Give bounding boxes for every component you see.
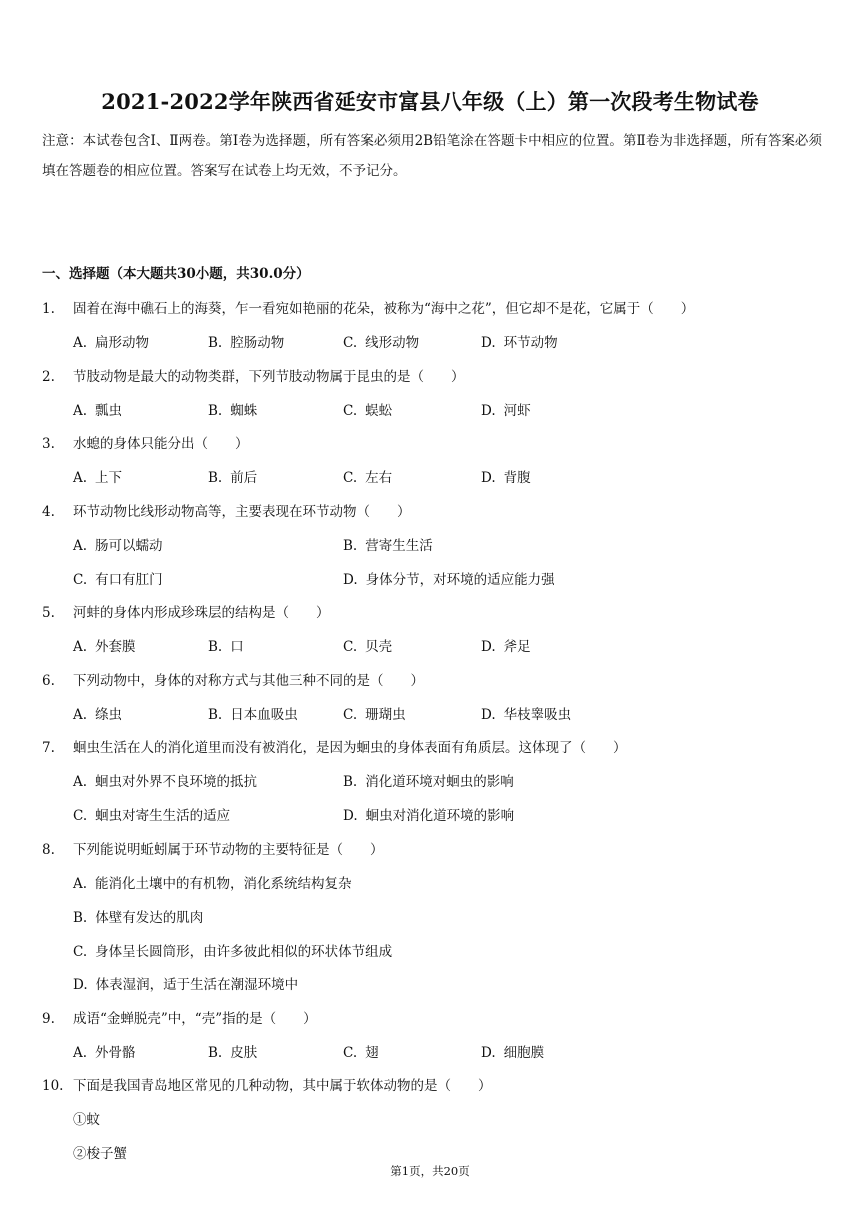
option: A. 绦虫 [73,707,123,723]
option: C. 珊瑚虫 [343,707,406,723]
option: A. 肠可以蠕动 [73,538,163,554]
question-number: 8. [42,842,55,858]
option: D. 蛔虫对消化道环境的影响 [343,808,515,824]
option: A. 上下 [73,470,123,486]
question-text: 环节动物比线形动物高等，主要表现在环节动物（ ） [73,504,411,520]
option: A. 瓢虫 [73,403,123,419]
question-number: 1. [42,301,55,317]
question-2 [42,365,465,385]
question-number: 5. [42,605,55,621]
question-7 [42,736,627,756]
sub-item: ①蚊 [73,1112,100,1128]
question-8 [42,838,384,858]
option: C. 左右 [343,470,393,486]
sub-item: ②梭子蟹 [73,1146,127,1162]
question-10 [42,1074,492,1094]
question-number: 9. [42,1011,55,1027]
question-text: 蛔虫生活在人的消化道里而没有被消化，是因为蛔虫的身体表面有角质层。这体现了（ ） [73,740,627,756]
option: C. 蜈蚣 [343,403,393,419]
option: C. 翅 [343,1045,379,1061]
option: D. 身体分节，对环境的适应能力强 [343,572,555,588]
question-9 [42,1007,317,1027]
option: D. 华枝睾吸虫 [481,707,572,723]
question-text: 河蚌的身体内形成珍珠层的结构是（ ） [73,605,330,621]
question-text: 下面是我国青岛地区常见的几种动物，其中属于软体动物的是（ ） [73,1078,492,1094]
option: B. 口 [208,639,244,655]
question-number: 2. [42,369,55,385]
option: B. 营寄生生活 [343,538,433,554]
page-number: 第1页，共20页 [390,1164,470,1178]
option: B. 消化道环境对蛔虫的影响 [343,774,514,790]
question-number: 3. [42,436,55,452]
question-1 [42,297,694,317]
question-6 [42,669,424,689]
question-text: 固着在海中礁石上的海葵，乍一看宛如艳丽的花朵，被称为“海中之花”，但它却不是花，它属于（ ） [73,301,695,317]
option: A. 外骨骼 [73,1045,136,1061]
option: D. 体表湿润，适于生活在潮湿环境中 [73,977,299,993]
exam-title: 2021-2022学年陕西省延安市富县八年级（上）第一次段考生物试卷 [101,89,759,114]
option: B. 体壁有发达的肌肉 [73,910,204,926]
question-3 [42,432,249,452]
option: A. 能消化土壤中的有机物，消化系统结构复杂 [73,876,352,892]
option: C. 有口有肛门 [73,572,163,588]
option: D. 斧足 [481,639,531,655]
question-text: 下列能说明蚯蚓属于环节动物的主要特征是（ ） [73,842,384,858]
option: D. 环节动物 [481,335,558,351]
question-text: 下列动物中，身体的对称方式与其他三种不同的是（ ） [73,673,424,689]
option: D. 细胞膜 [481,1045,545,1061]
option: D. 河虾 [481,403,531,419]
question-text: 水螅的身体只能分出（ ） [73,436,249,452]
question-text: 节肢动物是最大的动物类群，下列节肢动物属于昆虫的是（ ） [73,369,465,385]
option: B. 前后 [208,470,258,486]
option: C. 线形动物 [343,335,420,351]
option: C. 身体呈长圆筒形，由许多彼此相似的环状体节组成 [73,944,393,960]
option: B. 腔肠动物 [208,335,285,351]
question-4 [42,500,411,520]
question-number: 7. [42,740,55,756]
option: B. 日本血吸虫 [208,707,298,723]
option: C. 贝壳 [343,639,393,655]
option: B. 皮肤 [208,1045,258,1061]
option: D. 背腹 [481,470,531,486]
exam-notice: 注意：本试卷包含Ⅰ、Ⅱ两卷。第Ⅰ卷为选择题，所有答案必须用2B铅笔涂在答题卡中相应的位置。第Ⅱ卷为非选择题，所有答案必须填在答题卷的相应位置。答案写在试卷上均无效，不予记分。 [42,133,822,179]
option: A. 蛔虫对外界不良环境的抵抗 [73,774,258,790]
option: B. 蜘蛛 [208,403,258,419]
question-5 [42,601,330,621]
option: C. 蛔虫对寄生生活的适应 [73,808,231,824]
question-number: 10. [42,1078,64,1094]
question-number: 4. [42,504,55,520]
option: A. 外套膜 [73,639,136,655]
question-text: 成语“金蝉脱壳”中，“壳”指的是（ ） [73,1011,317,1027]
option: A. 扁形动物 [73,335,150,351]
section-heading: 一、选择题（本大题共30小题，共30.0分） [42,266,310,282]
question-number: 6. [42,673,55,689]
